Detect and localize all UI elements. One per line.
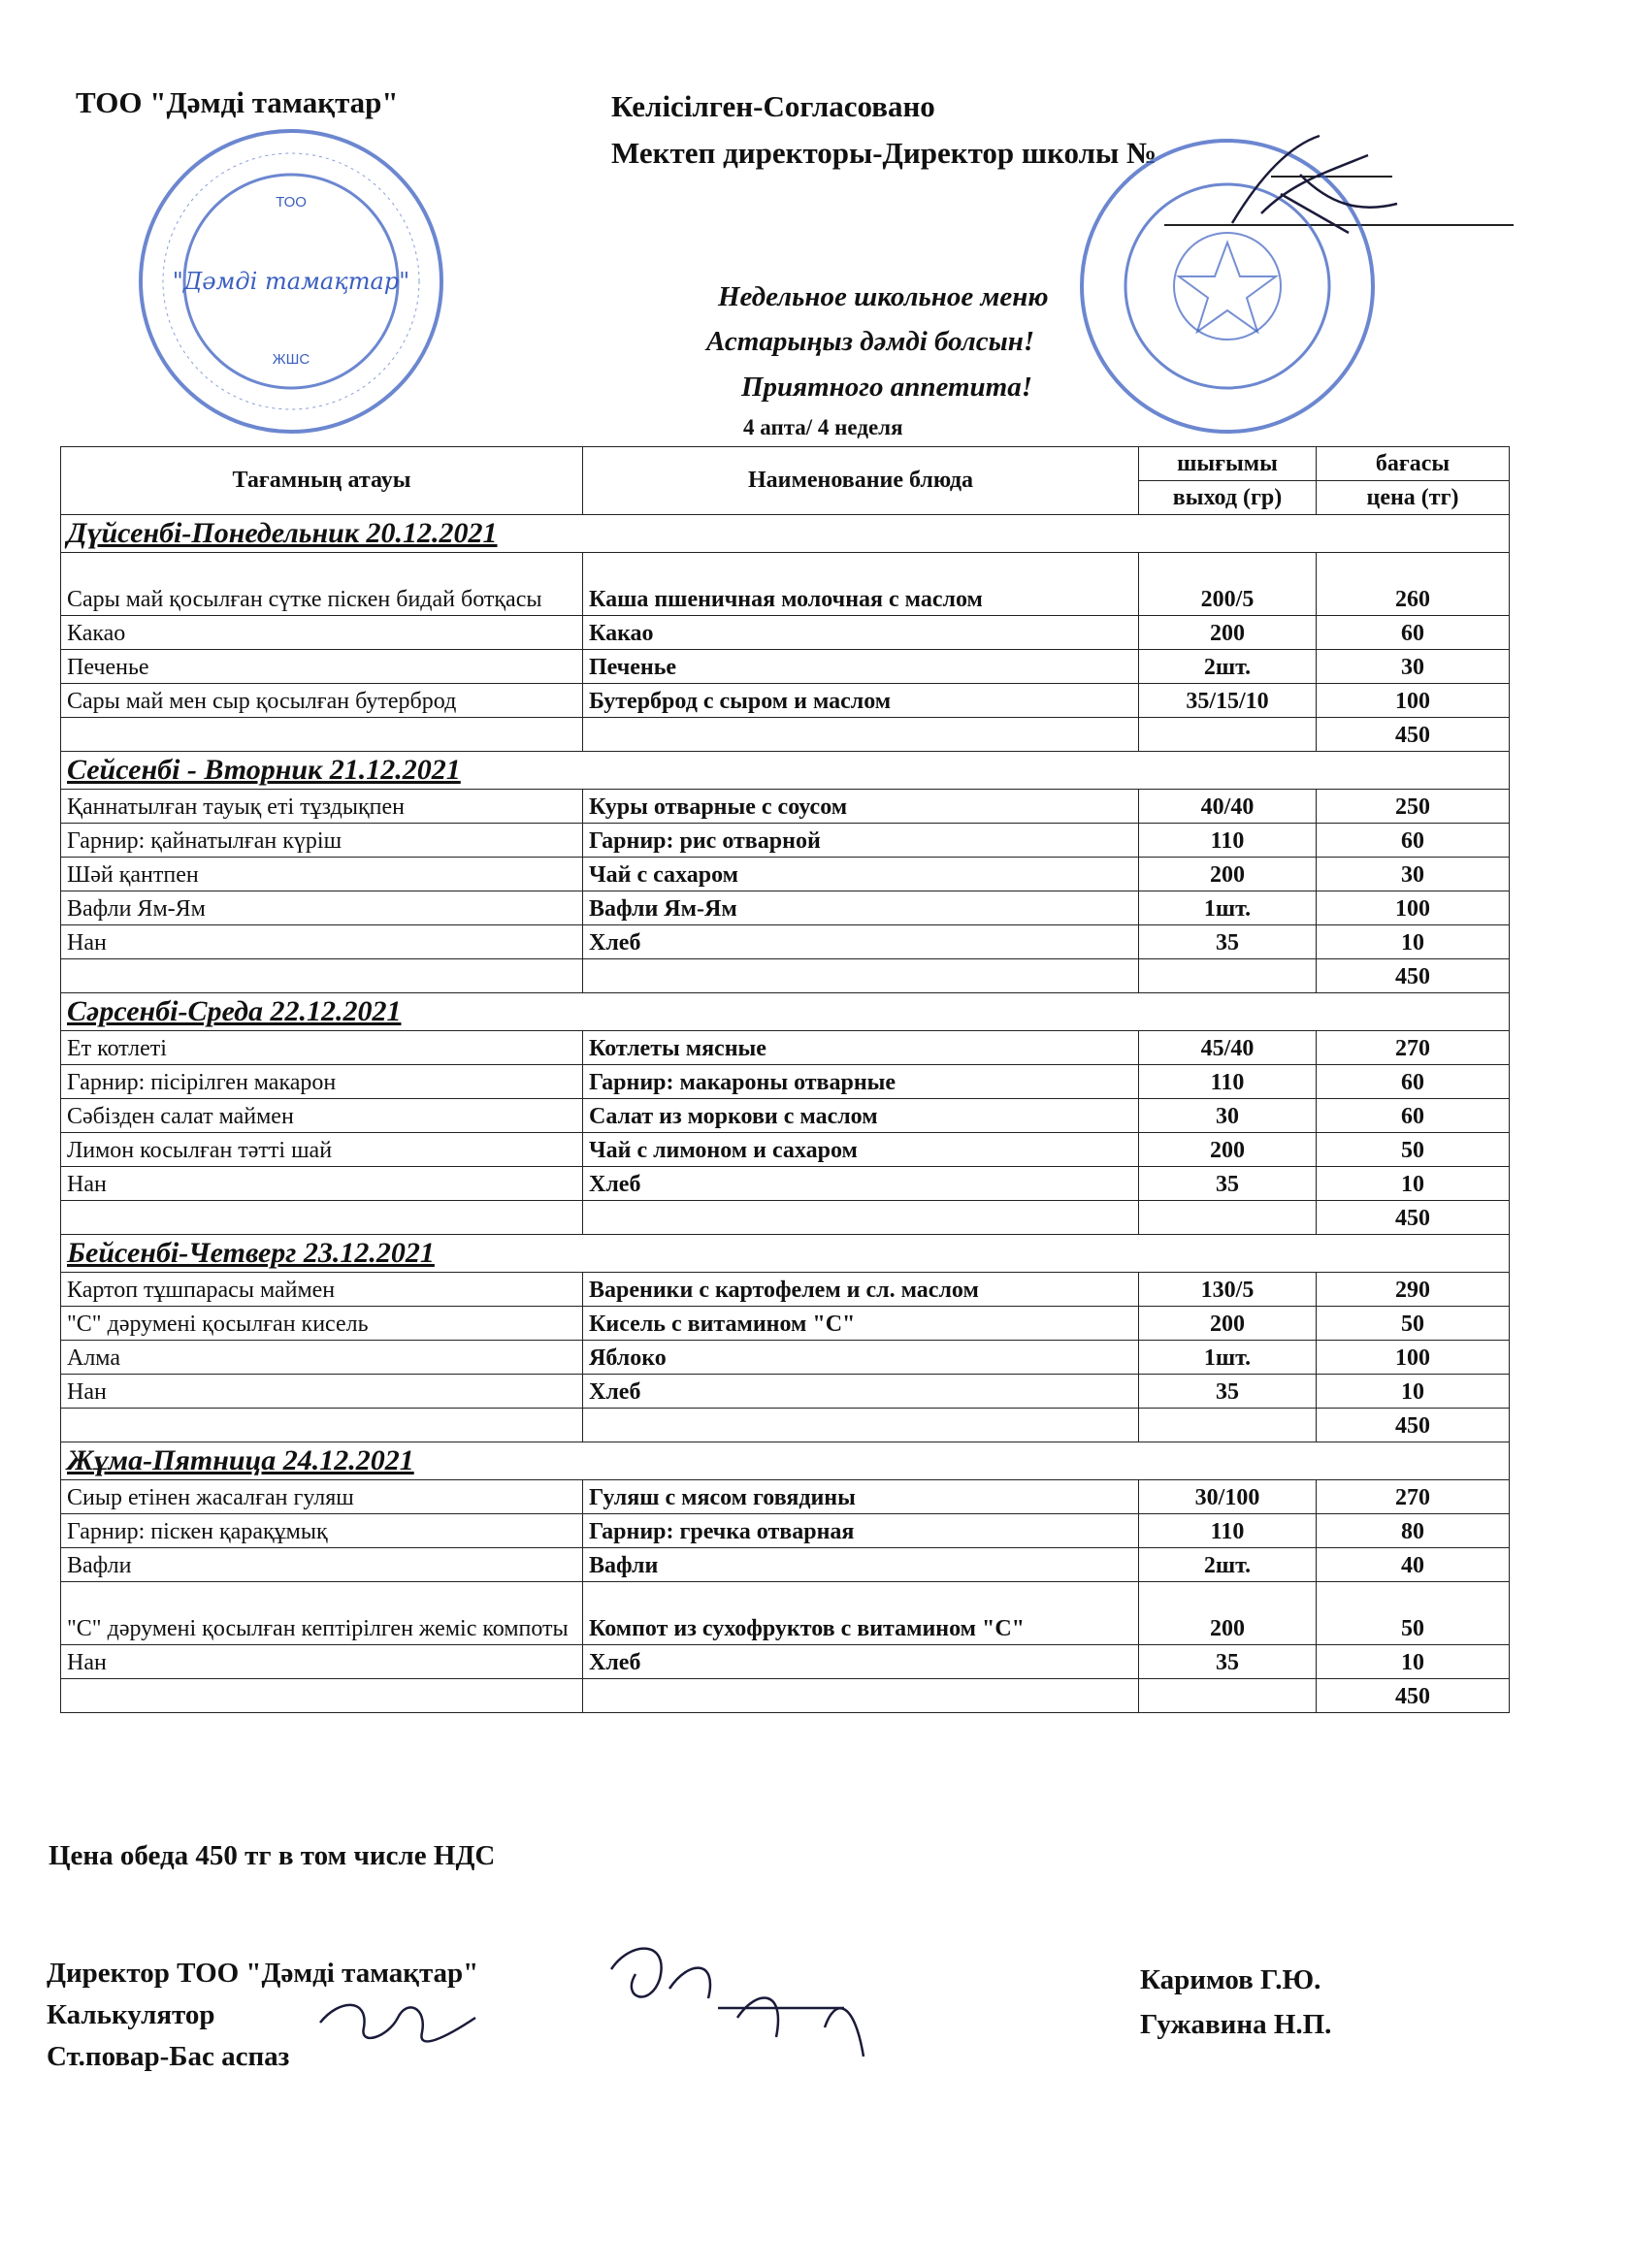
dish-name-ru: Гуляш с мясом говядины [583, 1480, 1139, 1514]
dish-name-ru: Гарнир: рис отварной [583, 824, 1139, 858]
table-row [61, 650, 1510, 684]
dish-name-ru: Какао [583, 616, 1139, 650]
dish-price: 50 [1317, 1307, 1510, 1341]
dish-yield: 35 [1139, 925, 1317, 959]
total-empty-yield [1139, 1679, 1317, 1713]
stamp-name-text: "Дәмді тамақтар" [172, 268, 410, 295]
dish-name-ru: Вареники с картофелем и сл. маслом [583, 1273, 1139, 1307]
table-row [61, 553, 1510, 616]
dish-name-kz: Қаннатылған тауық еті тұздықпен [61, 790, 583, 824]
dish-name-kz: Гарнир: піскен қарақұмық [61, 1514, 583, 1548]
dish-name-kz: Нан [61, 925, 583, 959]
total-empty-kz [61, 1679, 583, 1713]
dish-price: 30 [1317, 650, 1510, 684]
col-header-price-kz: бағасы [1317, 447, 1510, 481]
dish-name-kz: "С" дәрумені қосылған кептірілген жеміс компоты [61, 1582, 583, 1645]
total-empty-yield [1139, 1201, 1317, 1235]
dish-name-kz: Картоп тұшпарасы маймен [61, 1273, 583, 1307]
dish-yield: 35 [1139, 1375, 1317, 1409]
day-header-row [61, 1442, 1510, 1480]
dish-name-ru: Каша пшеничная молочная с маслом [583, 553, 1139, 616]
table-row [61, 858, 1510, 891]
dish-name-kz: Лимон косылған тәтті шай [61, 1133, 583, 1167]
day-total-price: 450 [1317, 1679, 1510, 1713]
day-total-price: 450 [1317, 1409, 1510, 1442]
dish-name-kz: Нан [61, 1645, 583, 1679]
total-empty-yield [1139, 1409, 1317, 1442]
dish-name-ru: Хлеб [583, 1167, 1139, 1201]
table-row [61, 1582, 1510, 1645]
total-empty-yield [1139, 959, 1317, 993]
total-empty-kz [61, 718, 583, 752]
dish-yield: 40/40 [1139, 790, 1317, 824]
col-header-yield-ru: выход (гр) [1139, 481, 1317, 515]
dish-name-kz: Гарнир: қайнатылған күріш [61, 824, 583, 858]
dish-yield: 45/40 [1139, 1031, 1317, 1065]
dish-yield: 35 [1139, 1645, 1317, 1679]
dish-price: 50 [1317, 1582, 1510, 1645]
total-empty-kz [61, 1201, 583, 1235]
dish-yield: 200 [1139, 1307, 1317, 1341]
day-header-row [61, 993, 1510, 1031]
dish-price: 10 [1317, 1645, 1510, 1679]
table-row [61, 1375, 1510, 1409]
dish-name-kz: Сиыр етінен жасалған гуляш [61, 1480, 583, 1514]
dish-price: 60 [1317, 1065, 1510, 1099]
dish-price: 40 [1317, 1548, 1510, 1582]
dish-price: 60 [1317, 616, 1510, 650]
dish-name-kz: Сары май мен сыр қосылған бутерброд [61, 684, 583, 718]
chef-label: Ст.повар-Бас аспаз [47, 2041, 290, 2072]
dish-name-kz: Какао [61, 616, 583, 650]
day-total-row [61, 1201, 1510, 1235]
calculator-signature-icon [310, 1979, 485, 2066]
table-row [61, 790, 1510, 824]
day-total-row [61, 1679, 1510, 1713]
dish-name-ru: Вафли Ям-Ям [583, 891, 1139, 925]
dish-yield: 35/15/10 [1139, 684, 1317, 718]
dish-name-kz: Печенье [61, 650, 583, 684]
total-empty-ru [583, 959, 1139, 993]
dish-name-ru: Бутерброд с сыром и маслом [583, 684, 1139, 718]
dish-price: 250 [1317, 790, 1510, 824]
day-header-empty [1317, 993, 1510, 1031]
dish-name-kz: Ет котлеті [61, 1031, 583, 1065]
dish-yield: 30/100 [1139, 1480, 1317, 1514]
dish-name-ru: Компот из сухофруктов с витамином "С" [583, 1582, 1139, 1645]
dish-name-ru: Котлеты мясные [583, 1031, 1139, 1065]
dish-yield: 110 [1139, 1065, 1317, 1099]
dish-name-kz: "С" дәрумені қосылған кисель [61, 1307, 583, 1341]
week-label: 4 апта/ 4 неделя [743, 415, 903, 439]
table-row [61, 616, 1510, 650]
dish-yield: 200 [1139, 1133, 1317, 1167]
director-label: Директор ТОО "Дәмді тамақтар" [47, 1958, 479, 1989]
dish-name-kz: Гарнир: пісірілген макарон [61, 1065, 583, 1099]
dish-yield: 1шт. [1139, 891, 1317, 925]
menu-table [60, 446, 1510, 1713]
table-row [61, 1167, 1510, 1201]
table-row [61, 1514, 1510, 1548]
dish-yield: 130/5 [1139, 1273, 1317, 1307]
table-row [61, 824, 1510, 858]
table-row [61, 891, 1510, 925]
day-header-empty [1317, 515, 1510, 553]
col-header-price-ru: цена (тг) [1317, 481, 1510, 515]
dish-name-kz: Нан [61, 1167, 583, 1201]
dish-name-kz: Алма [61, 1341, 583, 1375]
table-row [61, 1548, 1510, 1582]
dish-name-ru: Гарнир: гречка отварная [583, 1514, 1139, 1548]
dish-price: 260 [1317, 553, 1510, 616]
dish-name-ru: Гарнир: макароны отварные [583, 1065, 1139, 1099]
day-title: Жұма-Пятница 24.12.2021 [61, 1442, 1317, 1480]
day-header-row [61, 752, 1510, 790]
table-row [61, 1099, 1510, 1133]
table-row [61, 1031, 1510, 1065]
day-title: Сейсенбі - Вторник 21.12.2021 [61, 752, 1317, 790]
total-empty-ru [583, 1409, 1139, 1442]
table-row [61, 1273, 1510, 1307]
dish-name-ru: Яблоко [583, 1341, 1139, 1375]
dish-name-ru: Чай с лимоном и сахаром [583, 1133, 1139, 1167]
day-title: Дүйсенбі-Понедельник 20.12.2021 [61, 515, 1317, 553]
dish-yield: 200 [1139, 616, 1317, 650]
dish-yield: 200 [1139, 858, 1317, 891]
col-header-yield-kz: шығымы [1139, 447, 1317, 481]
calculator-label: Калькулятор [47, 1999, 215, 2030]
director-school-label: Мектеп директоры-Директор школы № [611, 136, 1157, 170]
col-header-ru: Наименование блюда [583, 447, 1139, 515]
total-empty-kz [61, 959, 583, 993]
dish-name-ru: Салат из моркови с маслом [583, 1099, 1139, 1133]
dish-name-ru: Куры отварные с соусом [583, 790, 1139, 824]
day-title: Сәрсенбі-Среда 22.12.2021 [61, 993, 1317, 1031]
agreed-label: Келісілген-Согласовано [611, 89, 935, 123]
calculator-name: Гужавина Н.П. [1140, 2009, 1332, 2040]
dish-name-kz: Нан [61, 1375, 583, 1409]
day-header-row [61, 1235, 1510, 1273]
dish-price: 10 [1317, 925, 1510, 959]
dish-name-ru: Кисель с витамином "С" [583, 1307, 1139, 1341]
kz-wish: Астарыңыз дәмді болсын! [706, 326, 1035, 357]
table-row [61, 1065, 1510, 1099]
dish-price: 10 [1317, 1167, 1510, 1201]
dish-yield: 2шт. [1139, 650, 1317, 684]
col-header-kz: Тағамның атауы [61, 447, 583, 515]
dish-yield: 30 [1139, 1099, 1317, 1133]
dish-yield: 110 [1139, 824, 1317, 858]
day-total-row [61, 959, 1510, 993]
total-empty-kz [61, 1409, 583, 1442]
dish-price: 100 [1317, 1341, 1510, 1375]
day-header-row [61, 515, 1510, 553]
company-name: ТОО "Дәмді тамақтар" [76, 85, 399, 119]
dish-price: 270 [1317, 1480, 1510, 1514]
stamp-top-text: ТОО [276, 194, 307, 211]
table-row [61, 925, 1510, 959]
director-name: Каримов Г.Ю. [1140, 1964, 1321, 1995]
dish-price: 60 [1317, 824, 1510, 858]
day-total-price: 450 [1317, 1201, 1510, 1235]
dish-yield: 35 [1139, 1167, 1317, 1201]
table-row [61, 1645, 1510, 1679]
table-row [61, 1307, 1510, 1341]
day-header-empty [1317, 752, 1510, 790]
dish-name-kz: Вафли [61, 1548, 583, 1582]
dish-yield: 2шт. [1139, 1548, 1317, 1582]
table-row [61, 684, 1510, 718]
table-header-row-1 [61, 447, 1510, 481]
dish-price: 80 [1317, 1514, 1510, 1548]
dish-price: 50 [1317, 1133, 1510, 1167]
day-total-price: 450 [1317, 959, 1510, 993]
total-empty-ru [583, 1201, 1139, 1235]
day-total-row [61, 718, 1510, 752]
director-signature-icon [1203, 116, 1417, 252]
dish-yield: 110 [1139, 1514, 1317, 1548]
table-row [61, 1480, 1510, 1514]
dish-name-kz: Вафли Ям-Ям [61, 891, 583, 925]
director-footer-signature-icon [592, 1930, 883, 2076]
dish-name-kz: Сәбізден салат маймен [61, 1099, 583, 1133]
dish-price: 30 [1317, 858, 1510, 891]
lunch-price-note: Цена обеда 450 тг в том числе НДС [49, 1840, 496, 1871]
day-title: Бейсенбі-Четверг 23.12.2021 [61, 1235, 1317, 1273]
dish-name-ru: Хлеб [583, 925, 1139, 959]
dish-name-ru: Хлеб [583, 1645, 1139, 1679]
dish-price: 10 [1317, 1375, 1510, 1409]
day-header-empty [1317, 1442, 1510, 1480]
dish-yield: 200/5 [1139, 553, 1317, 616]
dish-name-kz: Сары май қосылған сүтке піскен бидай ботқасы [61, 553, 583, 616]
dish-price: 100 [1317, 891, 1510, 925]
weekly-menu-title: Недельное школьное меню [718, 281, 1049, 312]
dish-price: 270 [1317, 1031, 1510, 1065]
day-total-row [61, 1409, 1510, 1442]
dish-price: 100 [1317, 684, 1510, 718]
dish-yield: 1шт. [1139, 1341, 1317, 1375]
table-row [61, 1133, 1510, 1167]
total-empty-ru [583, 718, 1139, 752]
total-empty-ru [583, 1679, 1139, 1713]
table-row [61, 1341, 1510, 1375]
total-empty-yield [1139, 718, 1317, 752]
day-total-price: 450 [1317, 718, 1510, 752]
ru-wish: Приятного аппетита! [741, 372, 1033, 403]
dish-name-ru: Вафли [583, 1548, 1139, 1582]
day-header-empty [1317, 1235, 1510, 1273]
dish-name-kz: Шәй қантпен [61, 858, 583, 891]
dish-price: 290 [1317, 1273, 1510, 1307]
dish-name-ru: Печенье [583, 650, 1139, 684]
dish-yield: 200 [1139, 1582, 1317, 1645]
company-stamp [136, 126, 446, 437]
dish-price: 60 [1317, 1099, 1510, 1133]
dish-name-ru: Чай с сахаром [583, 858, 1139, 891]
stamp-bottom-text: ЖШС [272, 351, 310, 368]
dish-name-ru: Хлеб [583, 1375, 1139, 1409]
